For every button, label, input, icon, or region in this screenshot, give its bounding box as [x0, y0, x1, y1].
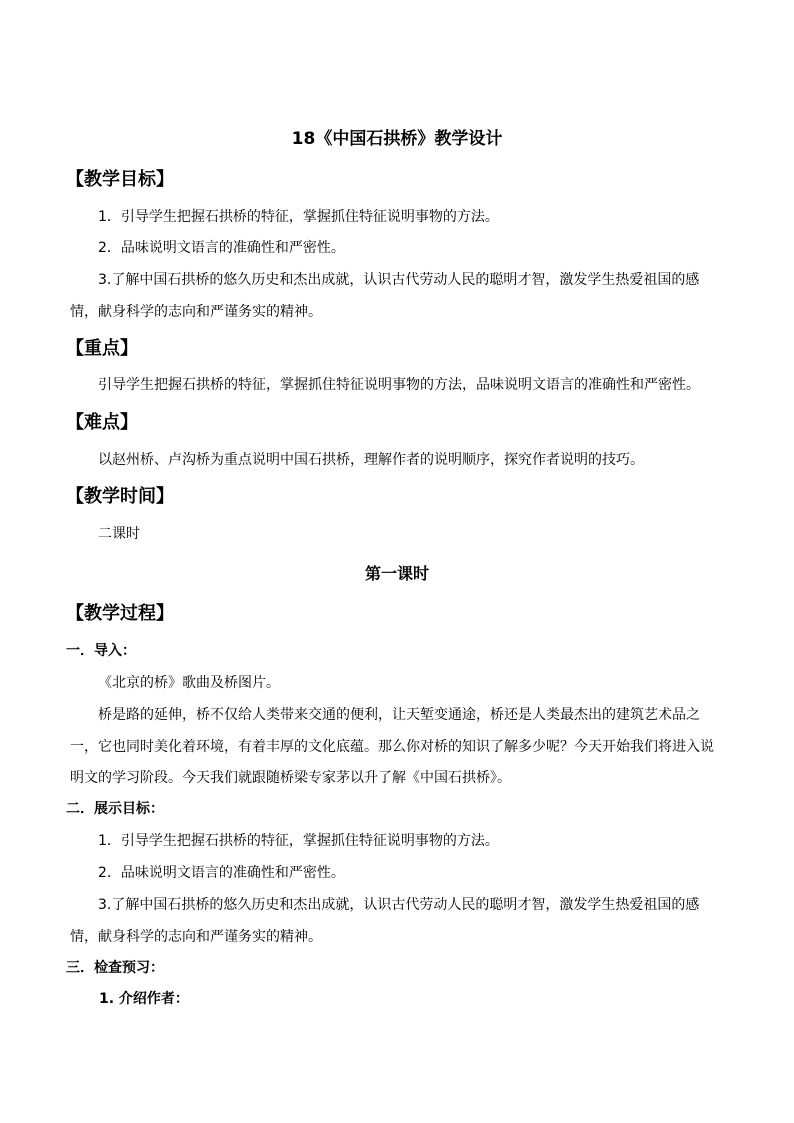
- preview-heading: 三．检查预习：: [66, 960, 164, 976]
- goal-item: 3.了解中国石拱桥的悠久历史和杰出成就，认识古代劳动人民的聪明才智，激发学生热爱祖国的感情，献身科学的志向和严谨务实的精神。: [70, 897, 700, 945]
- intro-paragraph: 桥是路的延伸，桥不仅给人类带来交通的便利，让天堑变通途，桥还是人类最杰出的建筑艺术品之一，它也同时美化着环境，有着丰厚的文化底蕴。那么你对桥的知识了解多少呢？今天开始我们将进入说明文的学习阶段。今天我们就跟随桥梁专家茅以升了解《中国石拱桥》。: [70, 707, 714, 786]
- goals-heading: 二．展示目标：: [66, 801, 164, 817]
- goal-item: 1．引导学生把握石拱桥的特征，掌握抓住特征说明事物的方法。: [98, 833, 499, 849]
- time-text: 二课时: [98, 526, 140, 542]
- document-title: 18《中国石拱桥》教学设计: [291, 129, 503, 149]
- objective-item: 3.了解中国石拱桥的悠久历史和杰出成就，认识古代劳动人民的聪明才智，激发学生热爱祖国的感情，献身科学的志向和严谨务实的精神。: [70, 272, 700, 320]
- difficulties-text: 以赵州桥、卢沟桥为重点说明中国石拱桥，理解作者的说明顺序，探究作者说明的技巧。: [98, 452, 644, 468]
- objective-item: 1．引导学生把握石拱桥的特征，掌握抓住特征说明事物的方法。: [98, 209, 499, 225]
- process-heading: 【教学过程】: [66, 603, 174, 624]
- goal-item: 2．品味说明文语言的准确性和严密性。: [98, 865, 345, 881]
- key-points-text: 引导学生把握石拱桥的特征，掌握抓住特征说明事物的方法，品味说明文语言的准确性和严密性。: [98, 377, 700, 393]
- objectives-heading: 【教学目标】: [66, 169, 174, 190]
- time-heading: 【教学时间】: [66, 486, 174, 507]
- preview-item: 1. 介绍作者：: [99, 991, 189, 1007]
- lesson-title: 第一课时: [364, 564, 429, 583]
- intro-heading: 一．导入：: [66, 643, 136, 659]
- intro-text: 《北京的桥》歌曲及桥图片。: [98, 675, 280, 691]
- difficulties-heading: 【难点】: [66, 412, 138, 433]
- objective-item: 2．品味说明文语言的准确性和严密性。: [98, 240, 345, 256]
- key-points-heading: 【重点】: [66, 338, 138, 359]
